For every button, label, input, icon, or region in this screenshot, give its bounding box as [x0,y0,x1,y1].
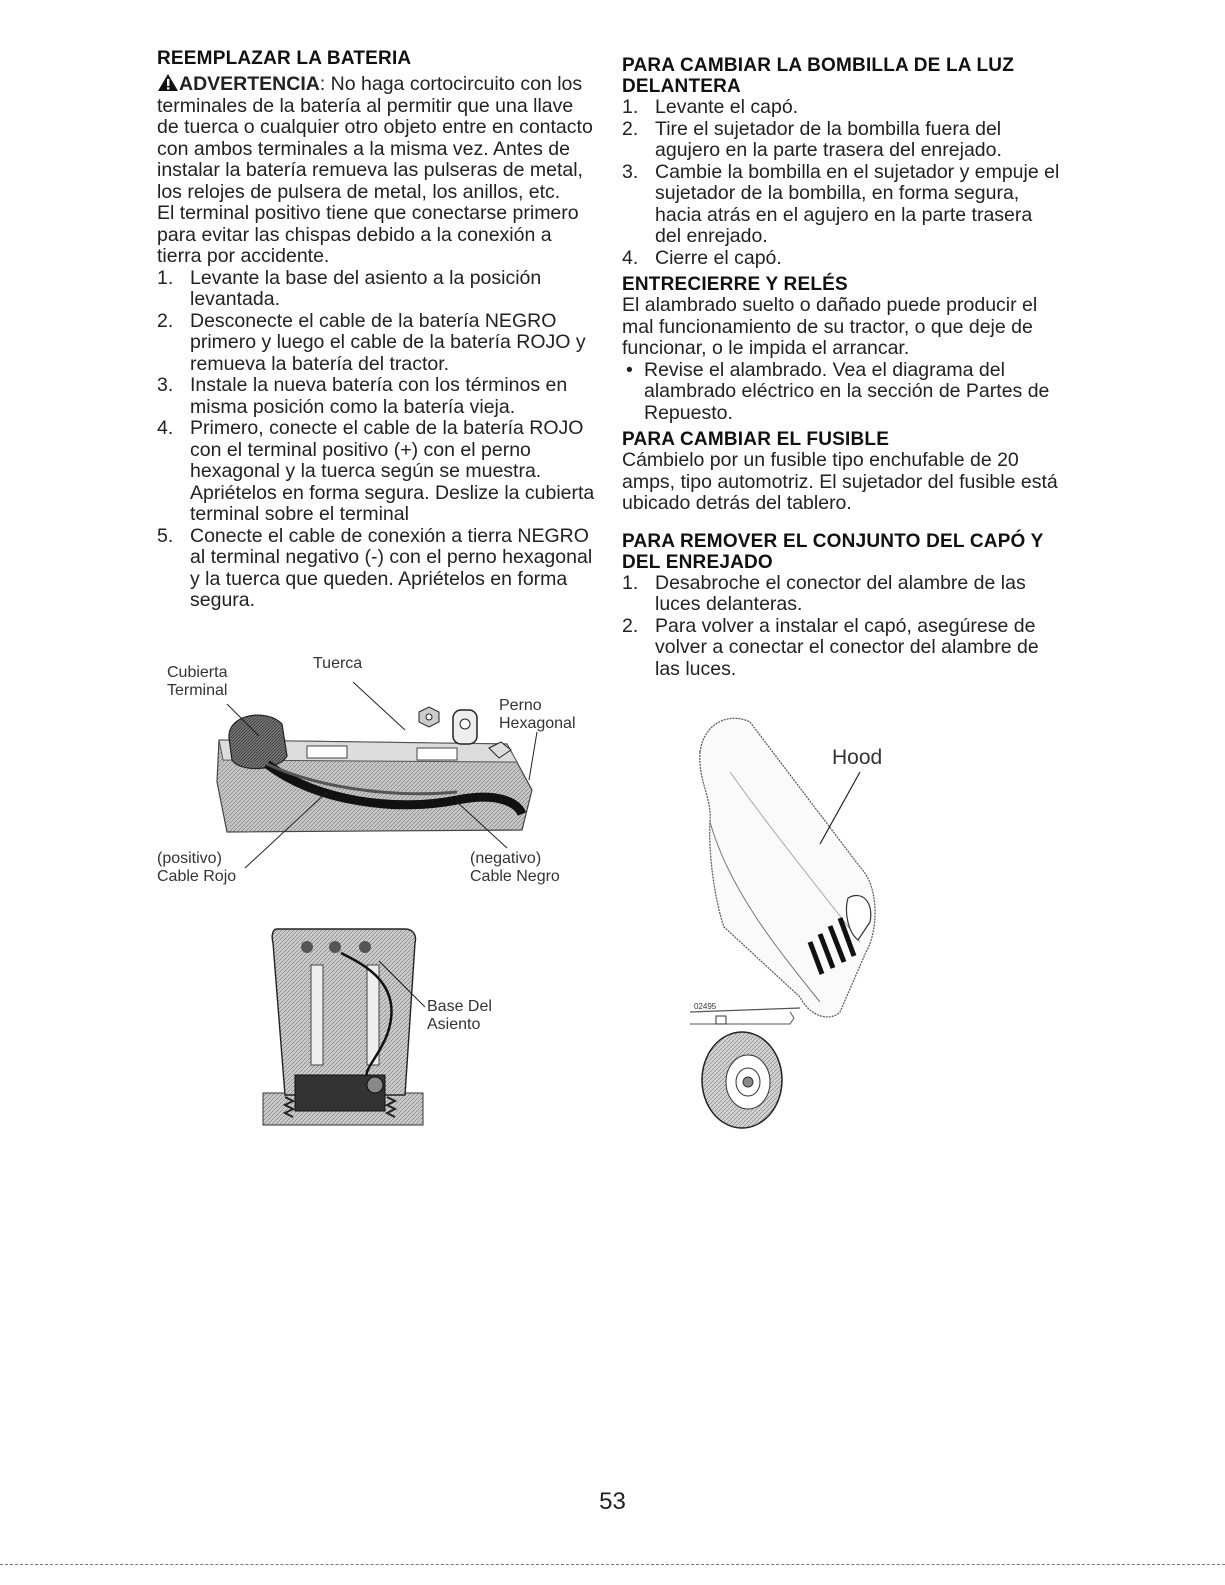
hood-step: 1. Desabroche el conector del alambre de las luces delanteras. [622,571,1026,615]
bulb-step: 2. Tire el sujetador de la bombilla fuera del agujero en la parte trasera del enrejado. [622,117,1002,161]
bulb-step: 1. Levante el capó. [622,96,799,118]
battery-step: 1. Levante la base del asiento a la posición levantada. [157,266,542,310]
label-cable-rojo: Cable Rojo [157,868,237,885]
label-asiento: Asiento [427,1016,481,1033]
relays-paragraph: El alambrado suelto o dañado puede producir el mal funcionamiento de su tractor, o que deje de funcionar, o le impida el arrancar. [622,294,1038,359]
relays-bullet: • Revise el alambrado. Vea el diagrama del alambrado eléctrico en la sección de Partes de Repuesto. [626,358,1050,424]
page-divider [0,1564,1225,1565]
bulb-step: 4. Cierre el capó. [622,246,782,269]
fuse-paragraph: Cámbielo por un fusible tipo enchufable de 20 amps, tipo automotriz. El sujetador del fusible está ubicado detrás del tablero. [622,449,1058,514]
battery-figure [157,652,597,892]
bulb-heading: PARA CAMBIAR LA BOMBILLA DE LA LUZ DELANTERA [622,55,1015,97]
warning-label: ADVERTENCIA [179,73,320,95]
label-cubierta: Cubierta [167,664,228,681]
label-negativo: (negativo) [470,850,542,867]
label-terminal: Terminal [167,682,228,699]
relays-bullets [622,360,1062,425]
label-hood: Hood [832,746,883,769]
hood-step: 2. Para volver a instalar el capó, asegúrese de volver a conectar el conector del alambre de las luces. [622,614,1039,680]
figure-code: 02495 [694,1002,717,1011]
battery-warning [157,73,597,203]
page-number: 53 [599,1488,626,1515]
label-positivo: (positivo) [157,850,222,867]
warning-triangle-icon [157,73,179,91]
bulb-steps [622,97,1062,269]
hood-steps [622,573,1062,681]
battery-step: 5. Conecte el cable de conexión a tierra NEGRO al terminal negativo (-) con el perno hexagonal y la tuerca que queden. Apriételos en forma segura. [157,524,593,611]
hood-heading: PARA REMOVER EL CONJUNTO DEL CAPÓ Y DEL ENREJADO [622,530,1044,573]
battery-heading: REEMPLAZAR LA BATERIA [157,48,412,69]
relays-heading: ENTRECIERRE Y RELÉS [622,274,848,295]
left-column [157,48,597,612]
label-base-del: Base Del [427,998,492,1015]
warning-text: : No haga cortocircuito con los terminales de la batería al permitir que una llave de tuerca o cualquier otro objeto entre en contacto con ambos terminales a la misma vez. Antes de instalar la batería remueva las pulseras de metal, los relojes de pulsera de metal, los anillos, etc. [157,73,593,203]
battery-steps [157,268,597,612]
label-perno: Perno [499,697,542,714]
hood-illustration [690,712,920,1132]
bulb-step: 3. Cambie la bombilla en el sujetador y empuje el sujetador de la bombilla, en forma segura, hacia atrás en el agujero en la parte trasera del enrejado. [622,160,1060,247]
label-cable-negro: Cable Negro [470,868,560,885]
battery-paragraph: El terminal positivo tiene que conectarse primero para evitar las chispas debido a la conexión a tierra por accidente. [157,202,579,267]
battery-step: 3. Instale la nueva batería con los términos en misma posición como la batería vieja. [157,374,568,418]
label-hexagonal: Hexagonal [499,715,576,732]
battery-step: 4. Primero, conecte el cable de la batería ROJO con el terminal positivo (+) con el perno hexagonal y la tuerca según se muestra. Apriételos en forma segura. Deslize la cubierta terminal sobre el terminal [157,417,595,525]
seat-figure [255,925,515,1130]
right-column [622,48,1062,680]
hood-figure [690,712,920,1132]
label-tuerca: Tuerca [313,655,363,672]
battery-step: 2. Desconecte el cable de la batería NEGRO primero y luego el cable de la batería ROJO y remueva la batería del tractor. [157,309,586,375]
fuse-heading: PARA CAMBIAR EL FUSIBLE [622,429,890,450]
